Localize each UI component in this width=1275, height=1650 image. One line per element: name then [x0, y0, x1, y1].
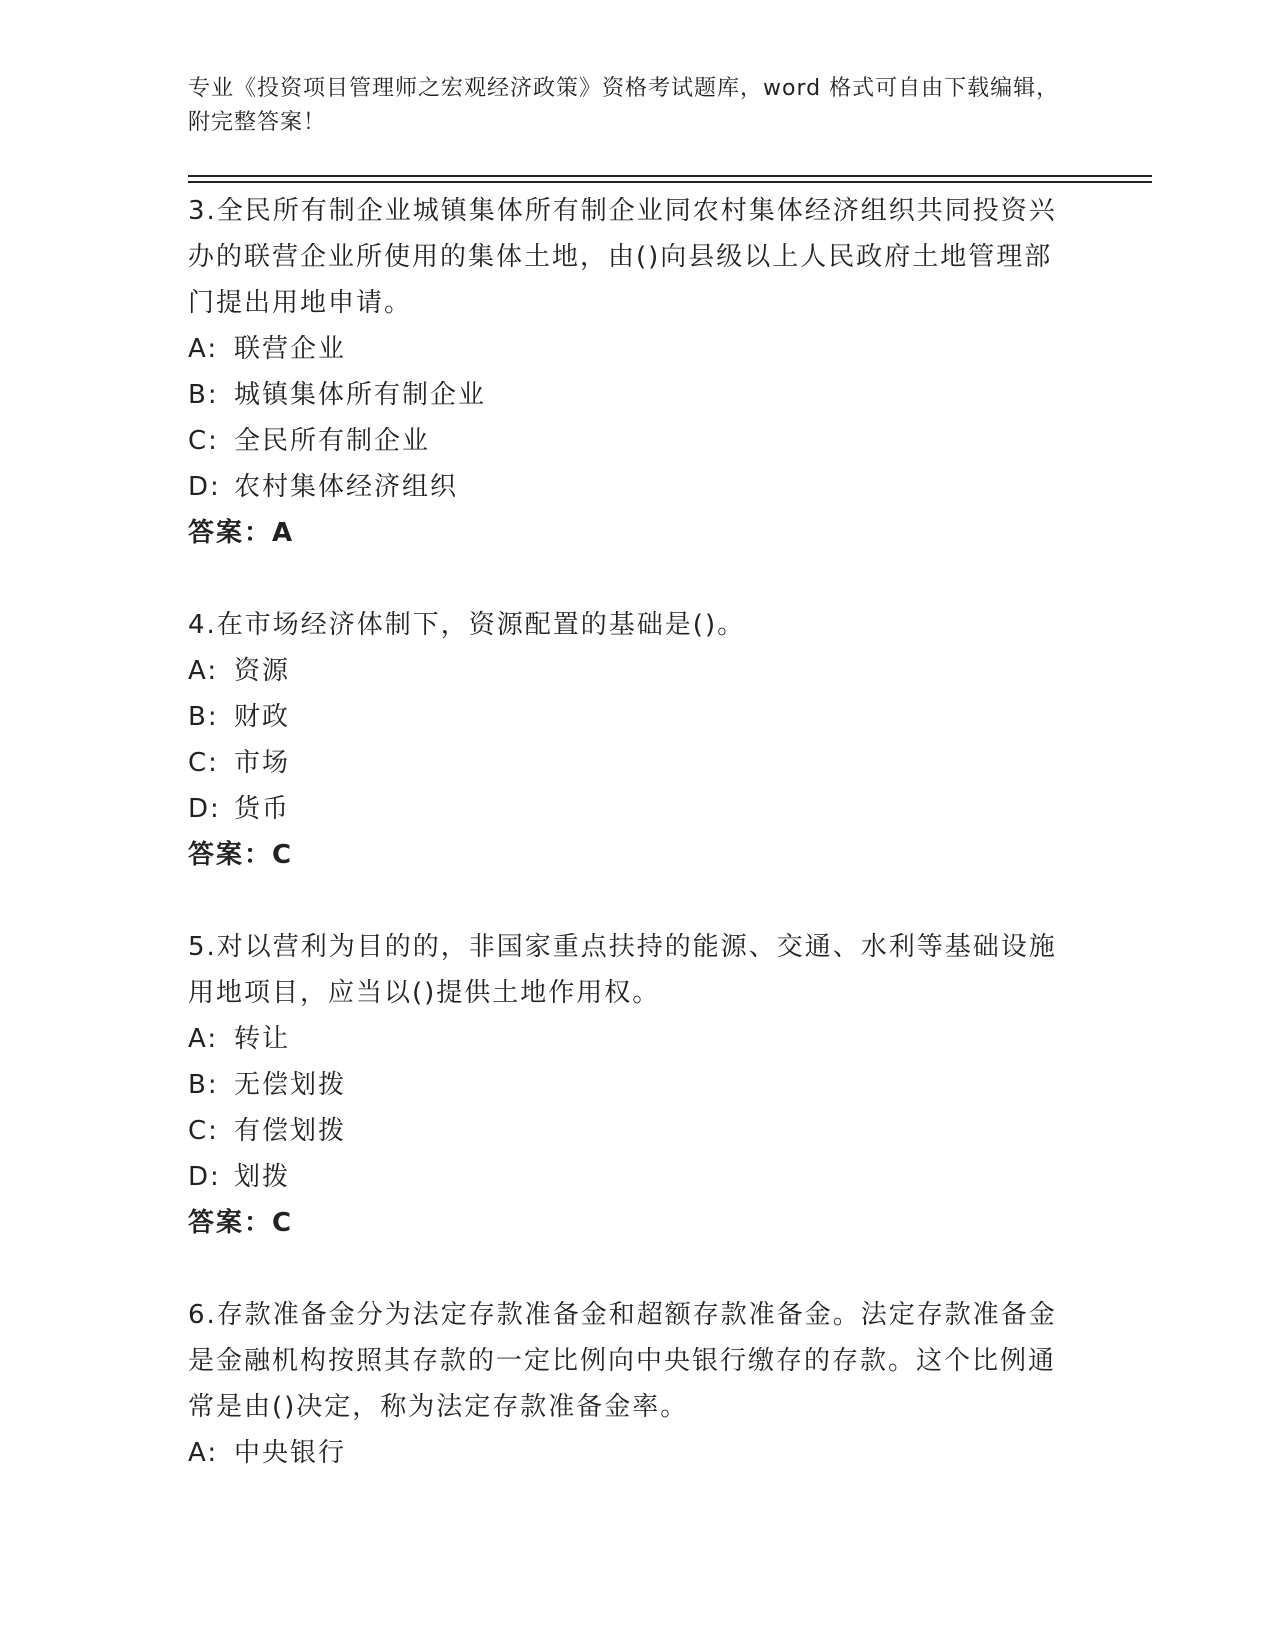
option-text: 中央银行	[234, 1438, 347, 1468]
question-stem: 4.在市场经济体制下，资源配置的基础是()。	[188, 610, 746, 640]
question-stem: 5.对以营利为目的的，非国家重点扶持的能源、交通、水利等基础设施用地项目，应当以()提供土地作用权。	[188, 932, 1057, 1008]
option-key: C:	[188, 748, 219, 778]
option-b	[188, 694, 1068, 740]
option-key: D:	[188, 1162, 221, 1192]
option-a	[188, 1016, 1068, 1062]
option-text: 资源	[234, 656, 291, 686]
option-text: 无偿划拨	[234, 1070, 347, 1100]
option-b	[188, 1062, 1068, 1108]
option-key: B:	[188, 702, 219, 732]
answer-line: 答案：C	[188, 840, 294, 870]
option-text: 农村集体经济组织	[234, 472, 459, 502]
option-a	[188, 648, 1068, 694]
option-c	[188, 740, 1068, 786]
option-text: 联营企业	[234, 334, 347, 364]
option-key: B:	[188, 380, 219, 410]
option-key: D:	[188, 472, 221, 502]
option-text: 财政	[234, 702, 291, 732]
option-d	[188, 464, 1068, 510]
option-key: C:	[188, 1116, 219, 1146]
question-3	[188, 188, 1068, 556]
option-b	[188, 372, 1068, 418]
option-key: D:	[188, 794, 221, 824]
question-stem: 3.全民所有制企业城镇集体所有制企业同农村集体经济组织共同投资兴办的联营企业所使用的集体土地，由()向县级以上人民政府土地管理部门提出用地申请。	[188, 196, 1057, 318]
question-stem: 6.存款准备金分为法定存款准备金和超额存款准备金。法定存款准备金是金融机构按照其存款的一定比例向中央银行缴存的存款。这个比例通常是由()决定，称为法定存款准备金率。	[188, 1300, 1057, 1422]
header-divider-bottom	[188, 181, 1152, 183]
option-key: A:	[188, 1438, 219, 1468]
question-6	[188, 1292, 1068, 1476]
question-4	[188, 602, 1068, 878]
option-key: A:	[188, 334, 219, 364]
option-key: A:	[188, 1024, 219, 1054]
option-text: 全民所有制企业	[234, 426, 431, 456]
option-text: 划拨	[234, 1162, 291, 1192]
option-key: B:	[188, 1070, 219, 1100]
document-header: 专业《投资项目管理师之宏观经济政策》资格考试题库，word 格式可自由下载编辑，附完整答案！	[188, 76, 1060, 135]
option-text: 货币	[234, 794, 291, 824]
option-a	[188, 326, 1068, 372]
option-d	[188, 1154, 1068, 1200]
option-c	[188, 1108, 1068, 1154]
option-text: 市场	[234, 748, 291, 778]
answer-line: 答案：C	[188, 1208, 294, 1238]
answer-line: 答案：A	[188, 518, 295, 548]
question-5	[188, 924, 1068, 1246]
option-a	[188, 1430, 1068, 1476]
option-key: A:	[188, 656, 219, 686]
option-c	[188, 418, 1068, 464]
option-text: 城镇集体所有制企业	[234, 380, 487, 410]
option-text: 有偿划拨	[234, 1116, 347, 1146]
question-list	[188, 188, 1068, 1522]
option-text: 转让	[234, 1024, 291, 1054]
header-divider-top	[188, 175, 1152, 177]
option-key: C:	[188, 426, 219, 456]
option-d	[188, 786, 1068, 832]
